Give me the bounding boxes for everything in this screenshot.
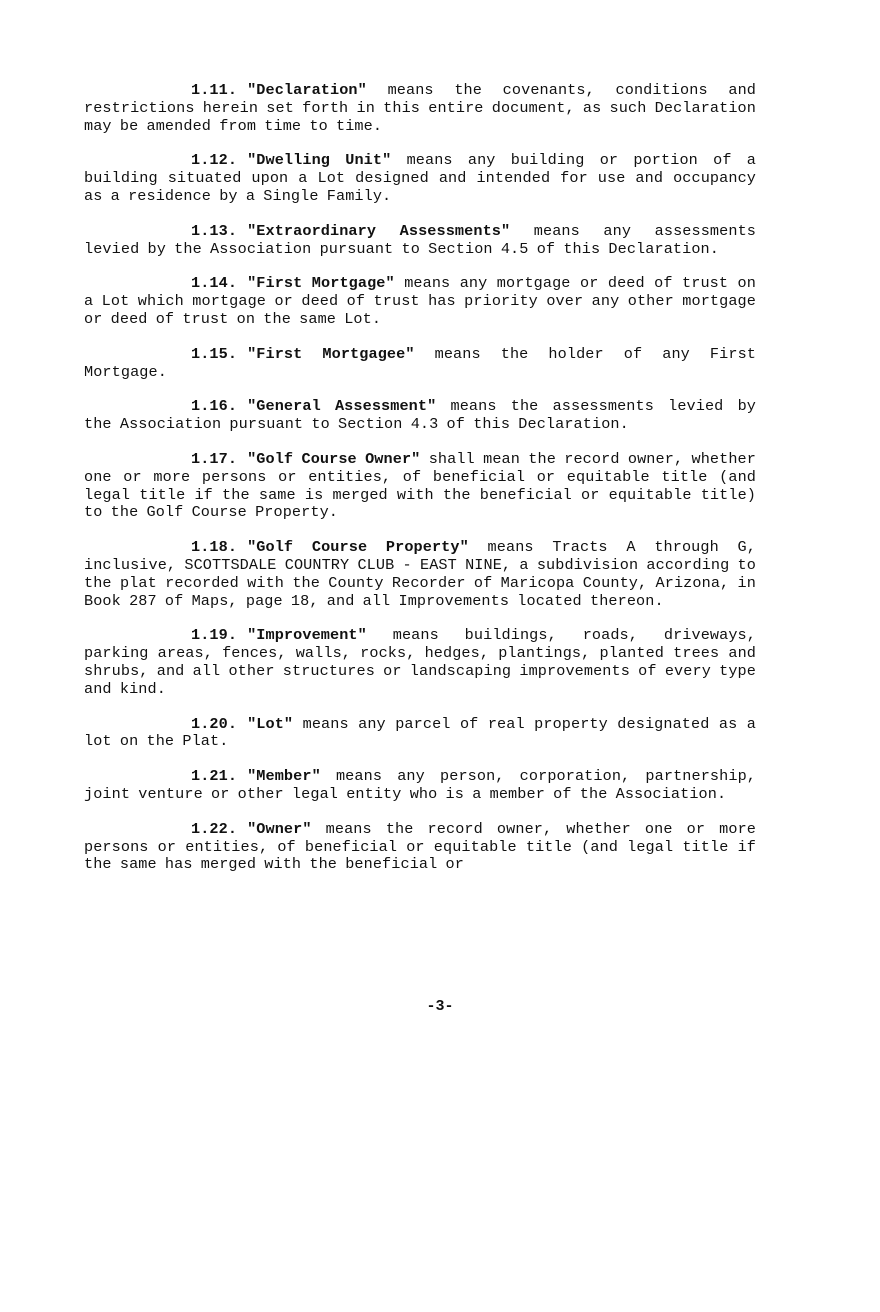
defined-term: "Dwelling Unit" [247,151,392,170]
section-number: 1.20. [191,714,238,733]
definition-paragraph-declaration [84,82,756,135]
defined-term: "Member" [247,767,321,786]
definition-text: means any building or portion of a building situated upon a Lot designed and intended for use and occupancy as a residence by a Single Family. [84,151,756,205]
definition-text: means any mortgage or deed of trust on a Lot which mortgage or deed of trust has priority over any other mortgage or deed of trust on the same Lot. [84,274,756,328]
defined-term: "Owner" [247,819,312,838]
section-number: 1.14. [191,274,238,293]
defined-term: "Extraordinary Assessments" [247,221,511,240]
definition-paragraph-lot [84,716,756,752]
definition-text: means the covenants, conditions and restrictions herein set forth in this entire document, as such Declaration may be amended from time to time. [84,81,756,135]
section-number: 1.11. [191,81,238,99]
section-number: 1.13. [191,221,238,240]
defined-term: "First Mortgage" [247,274,395,293]
definition-paragraph-first-mortgage [84,275,756,328]
defined-term: "Golf Course Property" [247,538,469,557]
definition-text: means any assessments levied by the Association pursuant to Section 4.5 of this Declaration. [84,221,756,258]
definition-paragraph-golf-course-owner [84,451,756,522]
defined-term: "General Assessment" [247,397,437,416]
section-number: 1.22. [191,819,238,838]
definition-paragraph-owner [84,821,756,874]
definition-text: shall mean the record owner, whether one or more persons or entities, of beneficial or equitable title (and legal title if the same is merged with the beneficial or equitable title) to the Golf Course Property. [84,449,756,522]
definitions-section [84,82,756,891]
definition-text: means the holder of any First Mortgage. [84,344,757,381]
page-number: -3- [426,998,454,1015]
definition-text: means the record owner, whether one or more persons or entities, of beneficial or equitable title (and legal title if the same has merged with the beneficial or [84,819,756,874]
section-number: 1.16. [191,397,238,416]
defined-term: "Declaration" [247,81,367,99]
definition-paragraph-member [84,768,756,804]
definition-paragraph-dwelling-unit [84,152,756,205]
definition-paragraph-first-mortgagee [84,346,756,382]
definition-paragraph-general-assessment [84,398,756,434]
definition-text: means any person, corporation, partnership, joint venture or other legal entity who is a member of the Association. [84,767,756,803]
definition-text: means the assessments levied by the Association pursuant to Section 4.3 of this Declaration. [84,397,756,434]
definition-text: means buildings, roads, driveways, parking areas, fences, walls, rocks, hedges, plantings, planted trees and shrubs, and all other structures or landscaping improvements of every type and kind. [84,626,756,698]
section-number: 1.21. [191,767,238,786]
section-number: 1.15. [191,344,238,363]
defined-term: "Improvement" [247,626,367,645]
definition-paragraph-extraordinary-assessments [84,223,756,259]
defined-term: "Golf Course Owner" [247,449,421,468]
section-number: 1.12. [191,151,238,170]
section-number: 1.17. [191,449,238,468]
definition-text: means Tracts A through G, inclusive, SCOTTSDALE COUNTRY CLUB - EAST NINE, a subdivision according to the plat recorded with the County Recorder of Maricopa County, Arizona, in Book 287 of Maps, page 18, and all Improvements located thereon. [84,538,756,610]
definition-paragraph-golf-course-property [84,539,756,610]
section-number: 1.19. [191,626,238,645]
definition-paragraph-improvement [84,627,756,698]
defined-term: "Lot" [247,714,294,733]
defined-term: "First Mortgagee" [247,344,415,363]
section-number: 1.18. [191,538,238,557]
definition-text: means any parcel of real property designated as a lot on the Plat. [84,714,756,751]
